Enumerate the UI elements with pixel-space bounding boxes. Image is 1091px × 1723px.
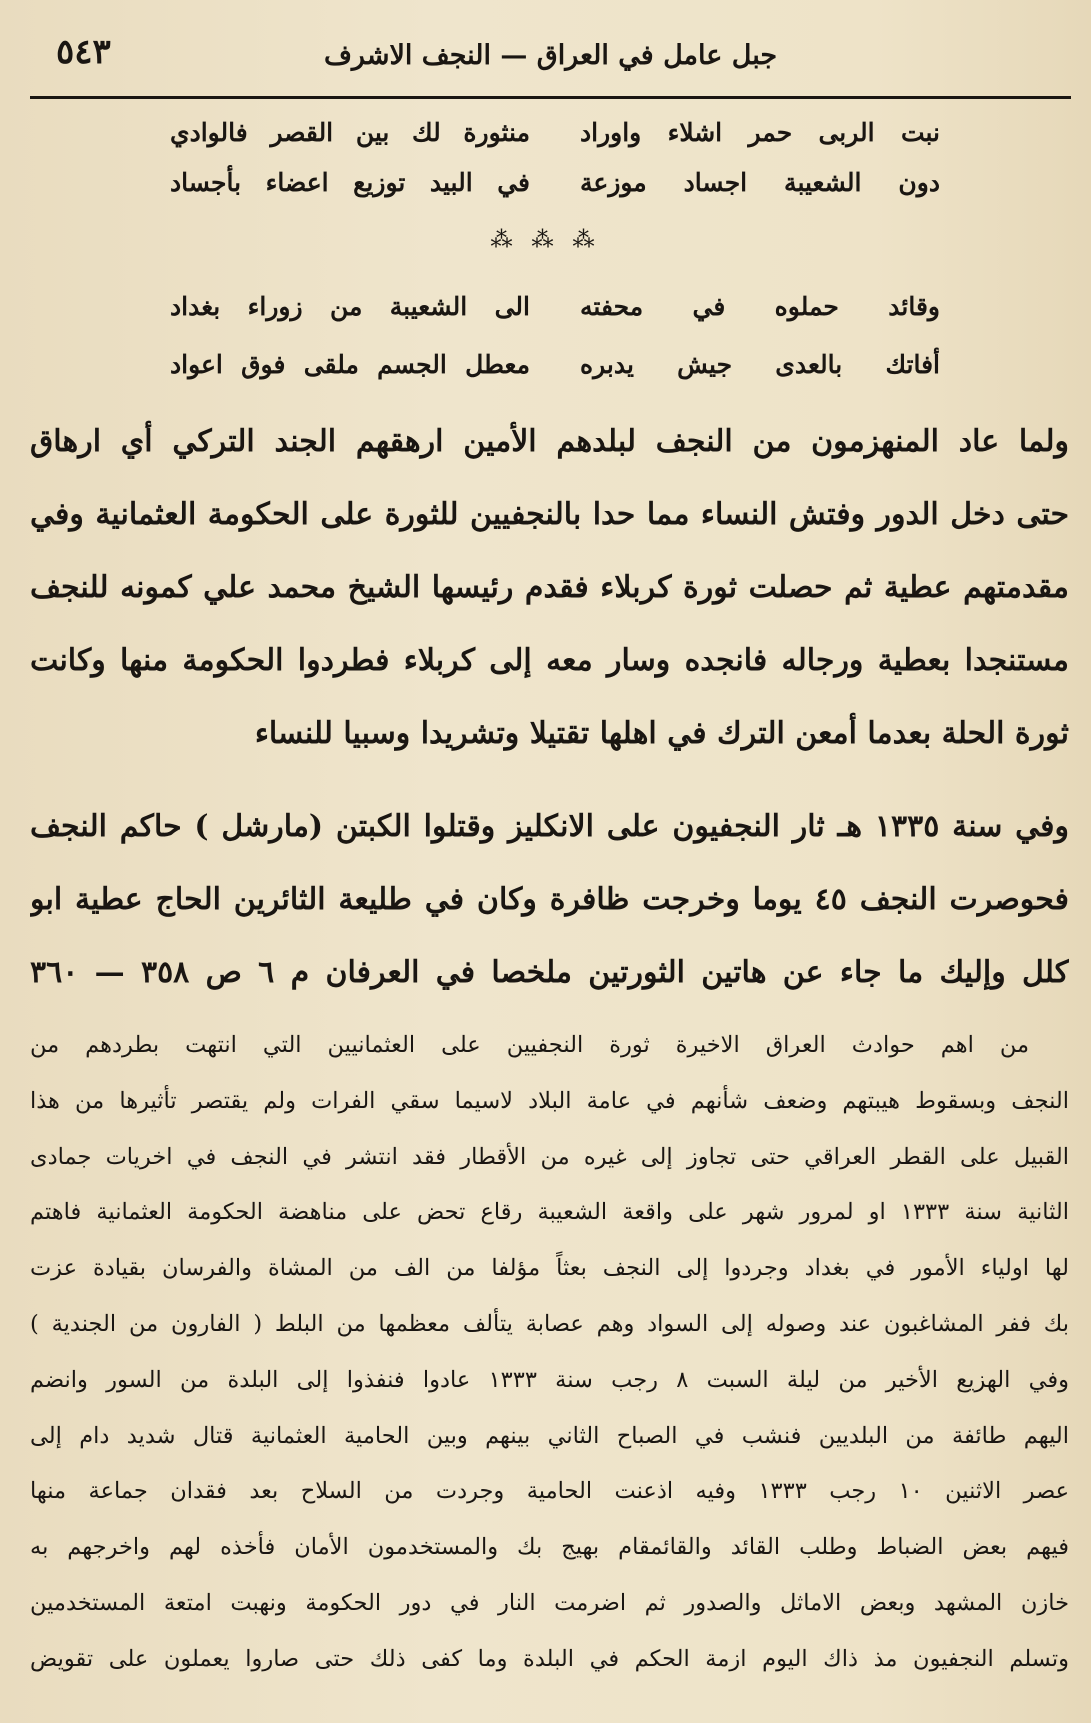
text-line: خازن المشهد وبعض الاماثل والصدور ثم اضرمت النار في دور الحكومة ونهبت امتعة المستخدمين: [30, 1589, 1069, 1616]
text-line: ولما عاد المنهزمون من النجف لبلدهم الأمين ارهقهم الجند التركي أي ارهاق: [30, 424, 1069, 459]
verse-first-hemistich: دون الشعيبة اجساد موزعة: [580, 168, 940, 197]
page-header: [30, 32, 1071, 92]
verse-second-hemistich: الى الشعيبة من زوراء بغداد: [170, 292, 530, 321]
verse-second-hemistich: منثورة لك بين القصر فالوادي: [170, 118, 530, 147]
verse-second-hemistich: معطل الجسم ملقى فوق اعواد: [170, 350, 530, 379]
text-line: القبيل على القطر العراقي حتى تجاوز إلى غيره من الأقطار فقد انتشر في النجف في اخريات جمادى: [30, 1143, 1069, 1170]
verse-second-hemistich: في البيد توزيع اعضاء بأجساد: [170, 168, 530, 197]
text-line: وفي سنة ١٣٣٥ هـ ثار النجفيون على الانكليز وقتلوا الكبتن (مارشل ) حاكم النجف: [30, 809, 1069, 844]
text-line: النجف وبسقوط هيبتهم وضعف شأنهم في عامة البلاد لاسيما سقي الفرات ولم يقتصر تأثيرها من هذا: [30, 1087, 1069, 1114]
header-rule: [30, 96, 1071, 99]
text-line: مقدمتهم عطية ثم حصلت ثورة كربلاء فقدم رئيسها الشيخ محمد علي كمونه للنجف: [30, 570, 1069, 605]
quoted-passage: [30, 1018, 1069, 1688]
text-line: عصر الاثنين ١٠ رجب ١٣٣٣ وفيه اذعنت الحامية وجردت من السلاح بعد فقدان جماعة منها: [30, 1478, 1069, 1505]
verse-first-hemistich: نبت الربى حمر اشلاء واوراد: [580, 118, 940, 147]
asterism-divider: ⁂ ⁂ ⁂: [490, 228, 601, 253]
text-line: وتسلم النجفيون مذ ذاك اليوم ازمة الحكم في البلدة وما كفى ذلك حتى صاروا يعملون على تقويض: [30, 1645, 1069, 1672]
text-line: فيهم بعض الضباط وطلب القائد والقائمقام بهيج بك والمستخدمون الأمان فأخذه لهم واخرجهم به: [30, 1534, 1069, 1561]
body-paragraph: [30, 405, 1069, 770]
poem-verse: [120, 168, 940, 208]
body-paragraph: [30, 790, 1069, 1009]
poem-verse: [120, 292, 940, 332]
page-number: ٥٤٣: [56, 32, 111, 72]
text-line: حتى دخل الدور وفتش النساء مما حدا بالنجفيين للثورة على الحكومة العثمانية وفي: [30, 497, 1069, 532]
text-line: وفي الهزيع الأخير من ليلة السبت ٨ رجب سنة ١٣٣٣ عادوا فنفذوا إلى البلدة من السور وانضم: [30, 1366, 1069, 1393]
text-line: من اهم حوادث العراق الاخيرة ثورة النجفيين على العثمانيين التي انتهت بطردهم من: [30, 1032, 1029, 1058]
text-line: كلل وإليك ما جاء عن هاتين الثورتين ملخصا في العرفان م ٦ ص ٣٥٨ — ٣٦٠: [30, 955, 1069, 990]
text-line: مستنجدا بعطية ورجاله فانجده وسار معه إلى كربلاء فطردوا الحكومة منها وكانت: [30, 643, 1069, 678]
poem-verse: [120, 118, 940, 158]
text-line: فحوصرت النجف ٤٥ يوما وخرجت ظافرة وكان في طليعة الثائرين الحاج عطية ابو: [30, 882, 1069, 917]
text-line: لها اولياء الأمور في بغداد وجردوا إلى النجف بعثاً مؤلفا من الف من المشاة والفرسان بقيادة عزت: [30, 1255, 1069, 1282]
text-line: اليهم طائفة من البلديين فنشب في الصباح الثاني بينهم وبين الحامية العثمانية قتال شديد دام إلى: [30, 1422, 1069, 1449]
text-line: ثورة الحلة بعدما أمعن الترك في اهلها تقتيلا وتشريدا وسبيا للنساء: [254, 716, 1069, 751]
poem-verse: [120, 350, 940, 390]
text-line: بك ففر المشاغبون عند وصوله إلى السواد وهم عصابة يتألف معظمها من البلط ( الفارون من الجندية ): [30, 1310, 1069, 1337]
text-line: الثانية سنة ١٣٣٣ او لمرور شهر على واقعة الشعيبة رقاع تحض على مناهضة الحكومة العثمانية فاهتم: [30, 1199, 1069, 1226]
verse-first-hemistich: وقائد حملوه في محفته: [580, 292, 940, 321]
verse-first-hemistich: أفاتك بالعدى جيش يدبره: [580, 350, 940, 379]
running-title: جبل عامل في العراق — النجف الاشرف: [323, 40, 778, 71]
